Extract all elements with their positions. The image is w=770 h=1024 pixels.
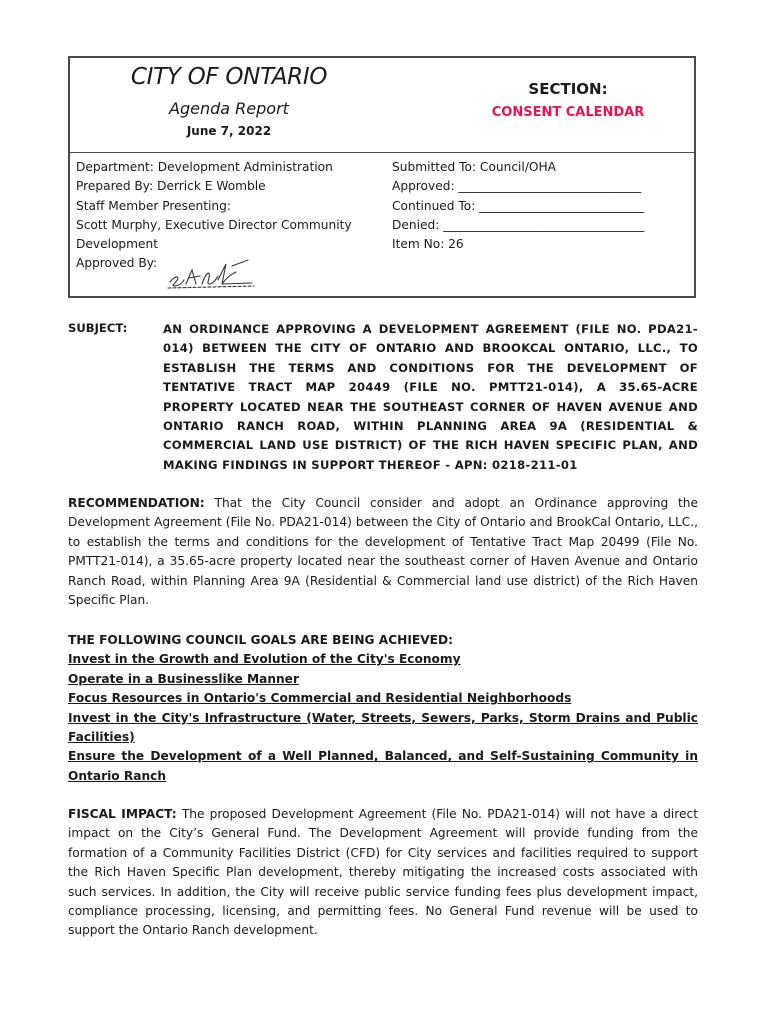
presenter-name-line: Scott Murphy, Executive Director Community	[76, 217, 352, 232]
prepared-by-line: Prepared By: Derrick E Womble	[76, 179, 266, 194]
subject-text: AN ORDINANCE APPROVING A DEVELOPMENT AGREEMENT (FILE NO. PDA21-014) BETWEEN THE CITY OF ONTARIO AND BROOKCAL ONTARIO, LLC., TO ESTABLISH THE TERMS AND CONDITIONS FOR THE DEVELOPMENT OF TENTATIVE TRACT MAP 20449 (FILE NO. PMTT21-014), A 35.65-ACRE PROPERTY LOCATED NEAR THE SOUTHEAST CORNER OF HAVEN AVENUE AND ONTARIO RANCH ROAD, WITHIN PLANNING AREA 9A (RESIDENTIAL & COMMERCIAL LAND USE DISTRICT) OF THE RICH HAVEN SPECIFIC PLAN, AND MAKING FINDINGS IN SUPPORT THEREOF - APN: 0218-211-01	[163, 322, 698, 472]
approved-line: Approved: ______________________________	[392, 179, 642, 194]
denied-line: Denied: _________________________________	[392, 217, 645, 232]
subject-label: SUBJECT:	[68, 321, 128, 335]
header-submission-info	[392, 158, 692, 254]
section-label: SECTION:	[528, 80, 608, 98]
council-goals-section	[68, 631, 698, 786]
department-line: Department: Development Administration	[76, 160, 333, 174]
submitted-to-line: Submitted To: Council/OHA	[392, 160, 557, 174]
report-header-box	[68, 56, 696, 298]
item-number-line: Item No: 26	[392, 237, 464, 252]
goal-item: Operate in a Businesslike Manner	[68, 671, 299, 686]
presenter-title-line: Development	[76, 237, 159, 252]
approved-by-line: Approved By:	[76, 256, 158, 271]
fiscal-impact-label: FISCAL IMPACT:	[68, 807, 177, 821]
goal-item: Ensure the Development of a Well Planned, Balanced, and Self-Sustaining Community in Ontario Ranch	[68, 749, 698, 783]
section-value: CONSENT CALENDAR	[491, 105, 645, 120]
report-date: June 7, 2022	[186, 124, 272, 138]
continued-to-line: Continued To: ___________________________	[392, 198, 644, 213]
fiscal-impact-text: The proposed Development Agreement (File No. PDA21-014) will not have a direct impact on the City’s General Fund. The Development Agreement will provide funding from the formation of a Community Facilities District (CFD) for City services and facilities required to support the Rich Haven Specific Plan development, thereby mitigating the increased costs associated with such services. In addition, the City will receive public service funding fees plus development impact, compliance processing, licensing, and permitting fees. No General Fund revenue will be used to support the Ontario Ranch development.	[68, 807, 699, 938]
report-type: Agenda Report	[169, 99, 289, 118]
header-top-band	[70, 58, 694, 153]
recommendation-label: RECOMMENDATION:	[68, 496, 205, 510]
council-goals-heading: THE FOLLOWING COUNCIL GOALS ARE BEING ACHIEVED:	[68, 633, 453, 647]
staff-presenting-line: Staff Member Presenting:	[76, 198, 231, 213]
goal-item: Invest in the City's Infrastructure (Water, Streets, Sewers, Parks, Storm Drains and Public Facilities)	[68, 710, 698, 745]
recommendation-text: That the City Council consider and adopt an Ordinance approving the Development Agreement (File No. PDA21-014) between the City of Ontario and BrookCal Ontario, LLC., to establish the terms and conditions for the development of Tentative Tract Map 20499 (File No. PMTT21-014), a 35.65-acre property located near the southeast corner of Haven Avenue and Ontario Ranch Road, within Planning Area 9A (Residential & Commercial land use district) of the Rich Haven Specific Plan.	[68, 496, 699, 608]
goal-item: Invest in the Growth and Evolution of the City's Economy	[68, 652, 461, 667]
goal-item: Focus Resources in Ontario's Commercial and Residential Neighborhoods	[68, 691, 572, 706]
city-title: CITY OF ONTARIO	[130, 64, 328, 90]
recommendation-paragraph	[68, 494, 698, 610]
fiscal-impact-paragraph	[68, 805, 698, 941]
signature-image	[162, 254, 258, 292]
